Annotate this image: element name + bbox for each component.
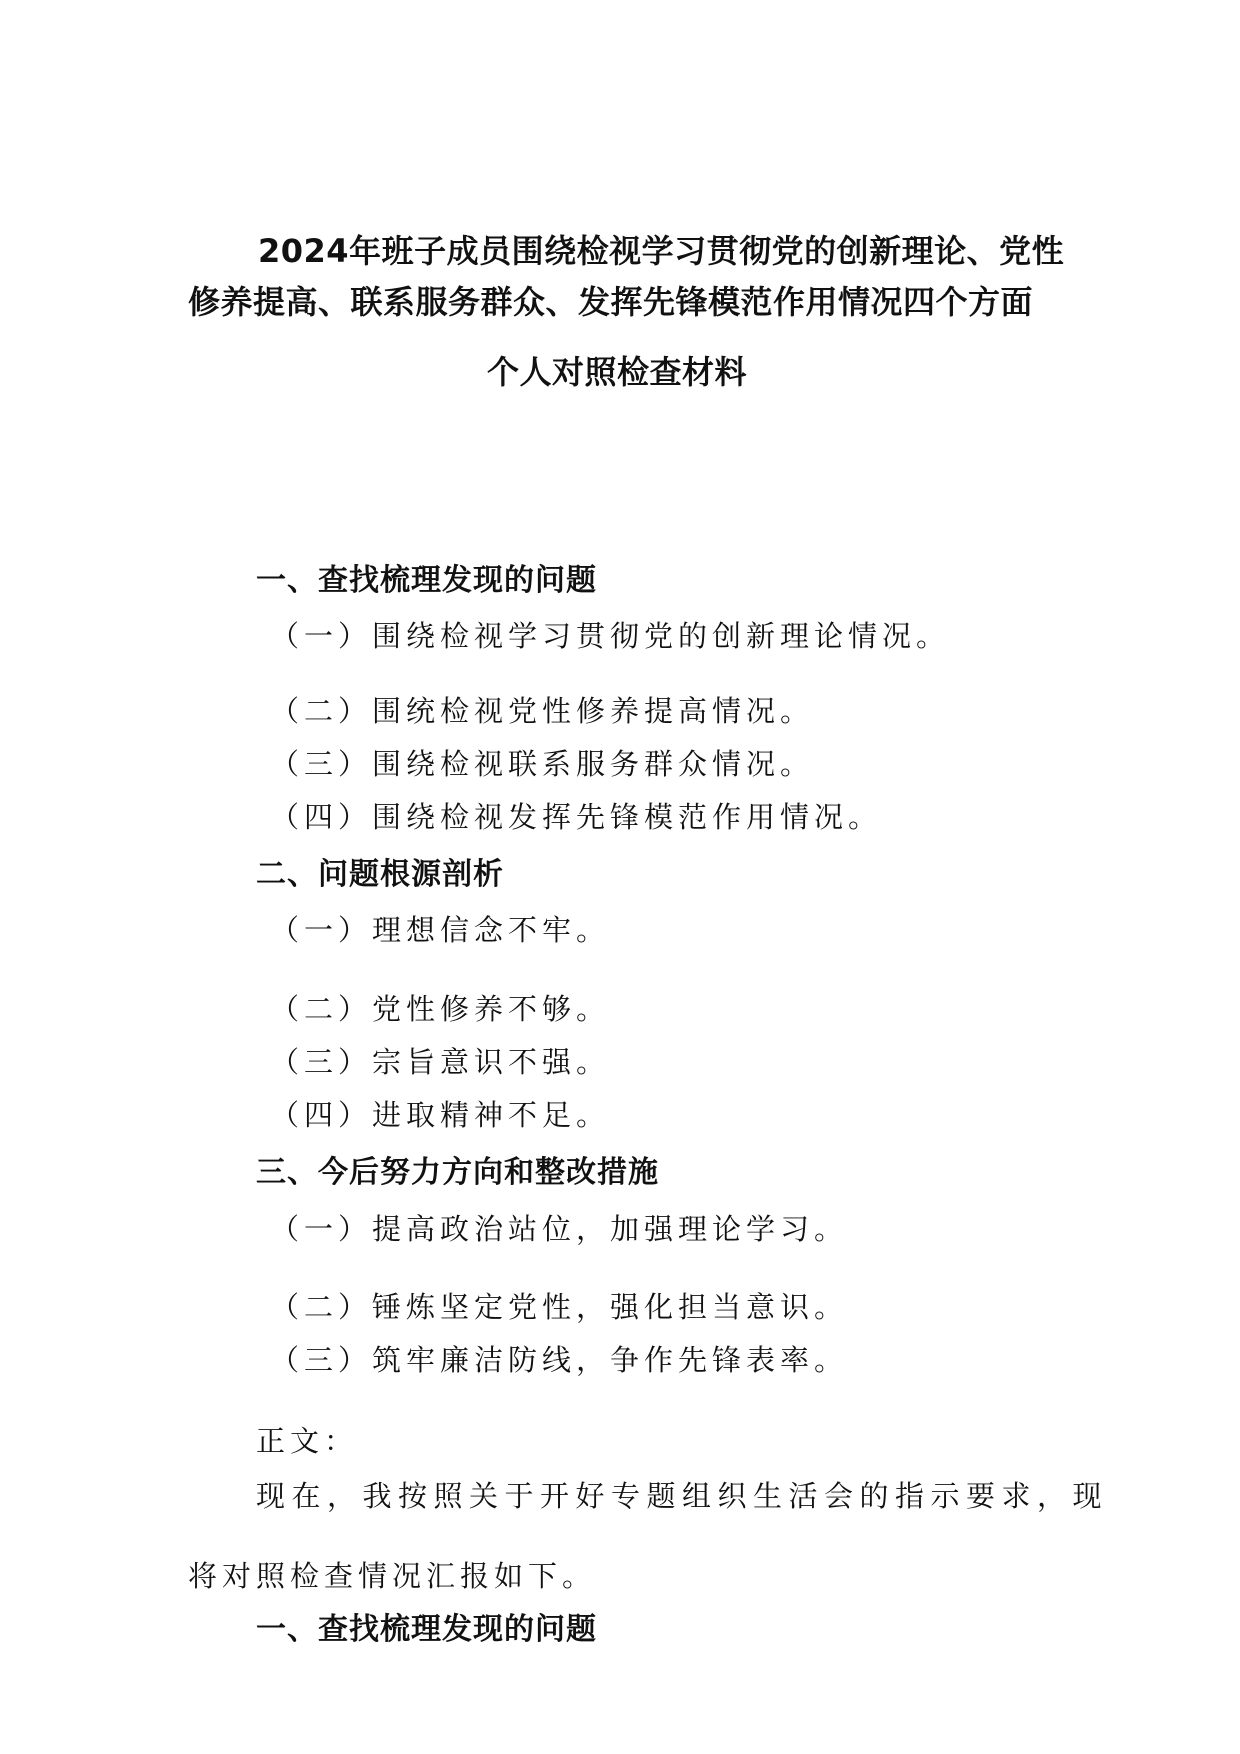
body-paragraph-line-1: 现在，我按照关于开好专题组织生活会的指示要求，现 (256, 1479, 1109, 1513)
section-1-item-4: （四）围绕检视发挥先锋模范作用情况。 (270, 800, 883, 834)
section-3-heading: 三、今后努力方向和整改措施 (256, 1155, 659, 1190)
section-1-item-1: （一）围绕检视学习贯彻党的创新理论情况。 (270, 619, 951, 653)
body-section-heading: 一、查找梳理发现的问题 (256, 1612, 597, 1647)
document-title-line-2: 修养提高、联系服务群众、发挥先锋模范作用情况四个方面 (188, 283, 1034, 321)
body-label: 正文： (256, 1424, 359, 1458)
section-3-item-1: （一）提高政治站位，加强理论学习。 (270, 1212, 849, 1246)
section-2-item-1: （一）理想信念不牢。 (270, 913, 611, 947)
document-title-line-1: 2024年班子成员围绕检视学习贯彻党的创新理论、党性 (258, 232, 1065, 270)
section-1-heading: 一、查找梳理发现的问题 (256, 563, 597, 598)
section-2-item-4: （四）进取精神不足。 (270, 1098, 611, 1132)
section-2-heading: 二、问题根源剖析 (256, 857, 504, 892)
document-title-line-3: 个人对照检查材料 (487, 353, 748, 391)
section-3-item-3: （三）筑牢廉洁防线，争作先锋表率。 (270, 1343, 849, 1377)
section-1-item-2: （二）围统检视党性修养提高情况。 (270, 694, 815, 728)
section-3-item-2: （二）锤炼坚定党性，强化担当意识。 (270, 1290, 849, 1324)
section-1-item-3: （三）围绕检视联系服务群众情况。 (270, 747, 815, 781)
section-2-item-2: （二）党性修养不够。 (270, 992, 611, 1026)
body-paragraph-line-2: 将对照检查情况汇报如下。 (188, 1559, 597, 1593)
section-2-item-3: （三）宗旨意识不强。 (270, 1045, 611, 1079)
